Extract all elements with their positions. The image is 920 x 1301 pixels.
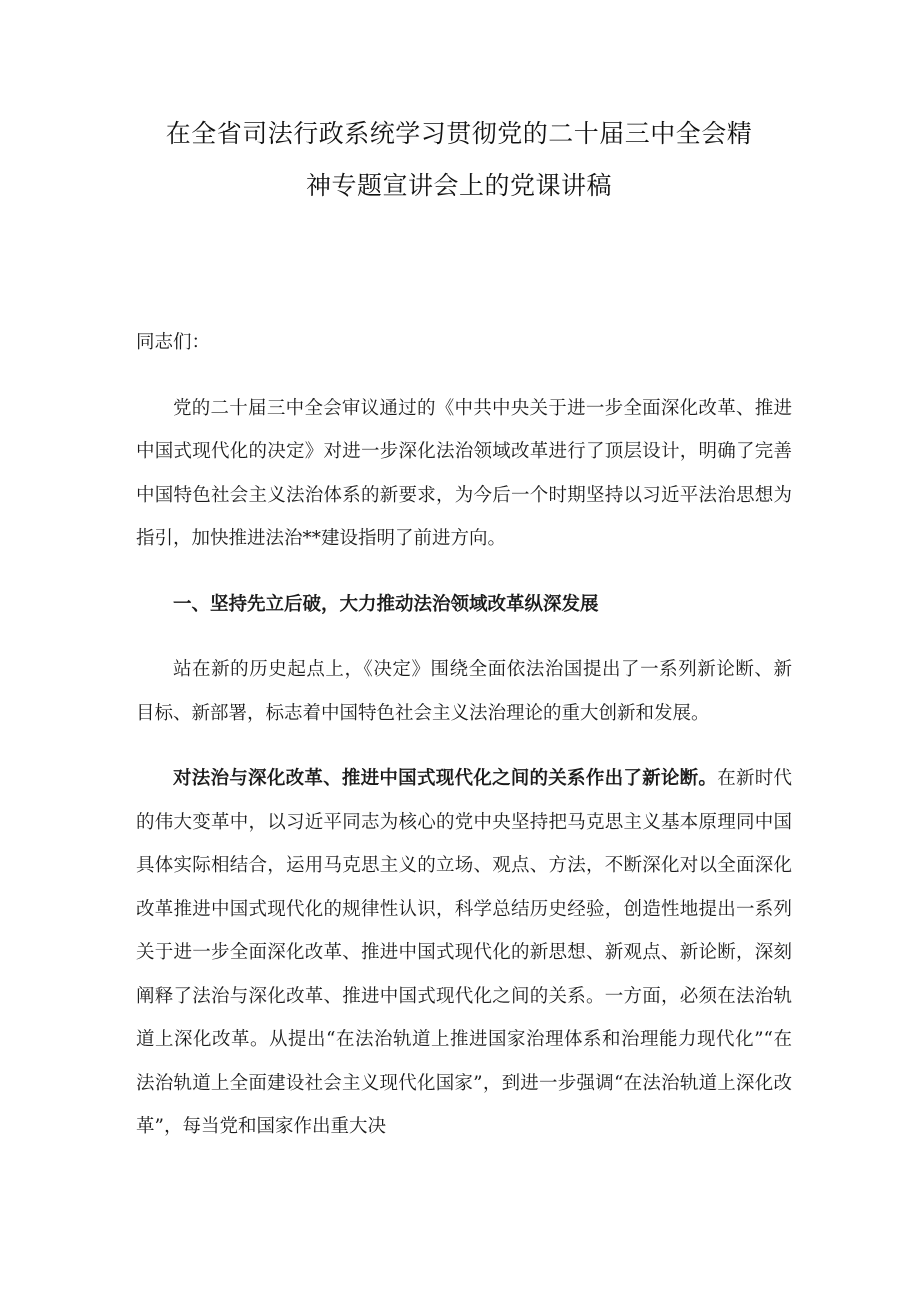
title-line-1: 在全省司法行政系统学习贯彻党的二十届三中全会精 [165, 119, 753, 148]
paragraph-body-text: 在新时代的伟大变革中，以习近平同志为核心的党中央坚持把马克思主义基本原理同中国具体实际相结合，运用马克思主义的立场、观点、方法，不断深化对以全面深化改革推进中国式现代化的规律性认识，科学总结历史经验，创造性地提出一系列关于进一步全面深化改革、推进中国式现代化的新思想、新观点、新论断，深刻阐释了法治与深化改革、推进中国式现代化之间的关系。一方面，必须在法治轨道上深化改革。从提出“在法治轨道上推进国家治理体系和治理能力现代化”“在法治轨道上全面建设社会主义现代化国家”，到进一步强调“在法治轨道上深化改革”，每当党和国家作出重大决 [136, 768, 792, 1137]
document-title [126, 108, 792, 212]
salutation: 同志们： [136, 332, 211, 353]
paragraph-intro: 党的二十届三中全会审议通过的《中共中央关于进一步全面深化改革、推进中国式现代化的决定》对进一步深化法治领域改革进行了顶层设计，明确了完善中国特色社会主义法治体系的新要求，为今后一个时期坚持以习近平法治思想为指引，加快推进法治**建设指明了前进方向。 [136, 397, 792, 549]
document-body [136, 321, 792, 1149]
section-heading-1: 一、坚持先立后破，大力推动法治领域改革纵深发展 [173, 593, 599, 615]
paragraph-lead-sentence: 对法治与深化改革、推进中国式现代化之间的关系作出了新论断。 [173, 768, 718, 789]
paragraph-new-judgment [136, 757, 792, 1149]
title-line-2: 神专题宣讲会上的党课讲稿 [305, 171, 612, 200]
paragraph-section-1-intro: 站在新的历史起点上，《决定》围绕全面依法治国提出了一系列新论断、新目标、新部署，标志着中国特色社会主义法治理论的重大创新和发展。 [136, 659, 792, 724]
